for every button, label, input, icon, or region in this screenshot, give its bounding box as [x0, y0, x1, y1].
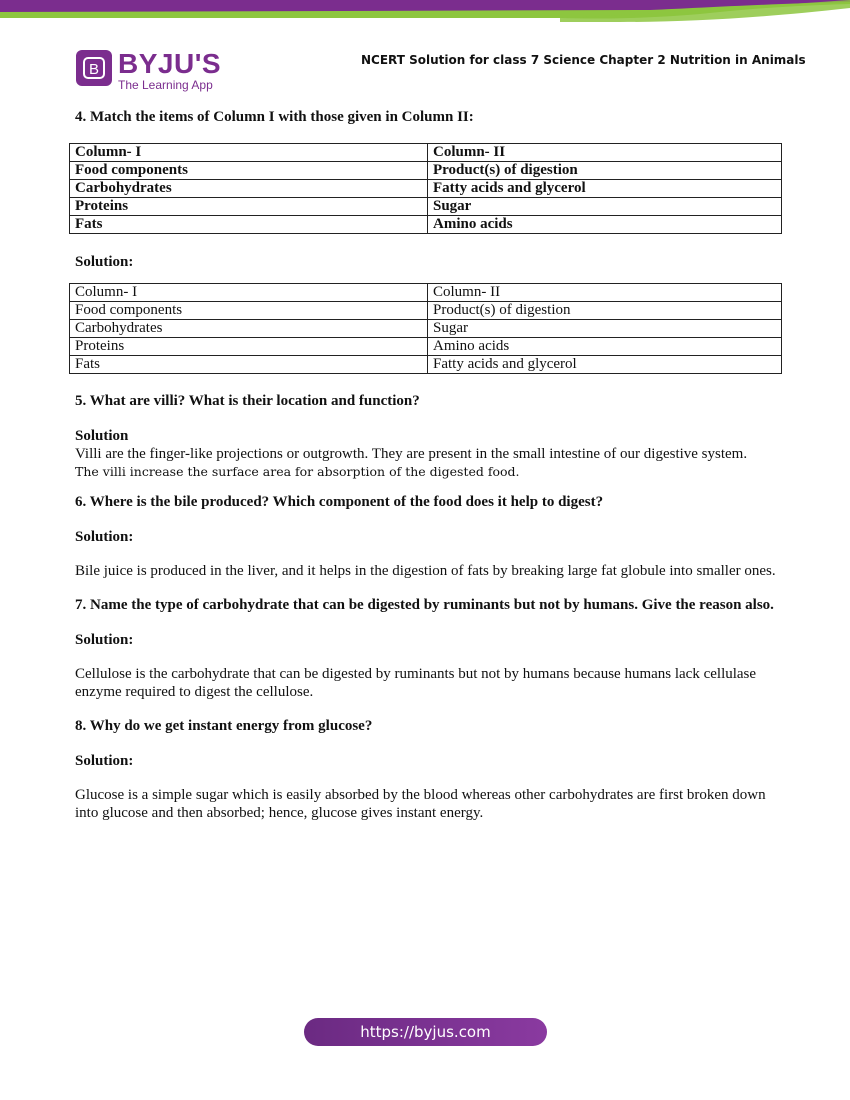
question-6-answer: Bile juice is produced in the liver, and it helps in the digestion of fats by breaking large fat globule into smaller ones.	[75, 563, 776, 579]
table-row	[70, 338, 782, 356]
svg-text:B: B	[88, 61, 100, 78]
question-8: 8. Why do we get instant energy from glucose?	[75, 718, 373, 734]
table-row	[70, 180, 782, 198]
table-row	[70, 356, 782, 374]
table-row	[70, 144, 782, 162]
question-4-solution-table	[69, 283, 782, 374]
question-8-solution-label: Solution:	[75, 753, 134, 769]
table-cell-column-2: Product(s) of digestion	[428, 302, 782, 320]
document-body	[75, 108, 785, 822]
question-5: 5. What are villi? What is their location and function?	[75, 393, 420, 409]
table-cell-column-1: Food components	[70, 162, 428, 180]
question-7: 7. Name the type of carbohydrate that can be digested by ruminants but not by humans. Give the reason also.	[75, 597, 774, 613]
table-row	[70, 302, 782, 320]
table-row	[70, 320, 782, 338]
table-cell-column-1: Fats	[70, 356, 428, 374]
table-cell-column-2: Fatty acids and glycerol	[428, 356, 782, 374]
question-8-answer: Glucose is a simple sugar which is easily absorbed by the blood whereas other carbohydrates are first broken down into glucose and then absorbed; hence, glucose gives instant energy.	[75, 787, 766, 821]
table-cell-column-2: Column- II	[428, 144, 782, 162]
question-4-solution-label: Solution:	[75, 254, 134, 270]
logo-mark-icon	[76, 50, 112, 86]
table-cell-column-1: Carbohydrates	[70, 180, 428, 198]
table-row	[70, 162, 782, 180]
brand-name: BYJU'S	[118, 48, 222, 79]
table-cell-column-2: Sugar	[428, 320, 782, 338]
question-7-answer: Cellulose is the carbohydrate that can be digested by ruminants but not by humans because humans lack cellulase enzyme required to digest the cellulose.	[75, 666, 757, 700]
top-band-graphic	[0, 0, 850, 30]
table-cell-column-2: Amino acids	[428, 338, 782, 356]
byjus-logo	[76, 50, 221, 92]
brand-tagline: The Learning App	[118, 78, 213, 92]
top-decorative-band	[0, 0, 850, 30]
question-7-solution-label: Solution:	[75, 632, 134, 648]
question-6-solution-label: Solution:	[75, 529, 134, 545]
table-row	[70, 284, 782, 302]
table-cell-column-2: Amino acids	[428, 216, 782, 234]
table-cell-column-1: Fats	[70, 216, 428, 234]
table-cell-column-2: Sugar	[428, 198, 782, 216]
table-cell-column-2: Product(s) of digestion	[428, 162, 782, 180]
table-cell-column-1: Column- I	[70, 144, 428, 162]
logo-b-icon	[81, 55, 107, 81]
question-5-answer-line-2: The villi increase the surface area for absorption of the digested food.	[75, 464, 520, 479]
table-cell-column-1: Proteins	[70, 198, 428, 216]
footer-url-badge[interactable]	[304, 1018, 547, 1046]
question-5-solution-label: Solution	[75, 428, 129, 444]
question-5-answer-line-1: Villi are the finger-like projections or outgrowth. They are present in the small intestine of our digestive system.	[75, 446, 748, 462]
question-4: 4. Match the items of Column I with those given in Column II:	[75, 109, 474, 125]
footer-url[interactable]: https://byjus.com	[360, 1023, 491, 1041]
table-cell-column-2: Column- II	[428, 284, 782, 302]
table-cell-column-1: Food components	[70, 302, 428, 320]
question-6: 6. Where is the bile produced? Which component of the food does it help to digest?	[75, 494, 604, 510]
table-cell-column-1: Proteins	[70, 338, 428, 356]
document-title: NCERT Solution for class 7 Science Chapter 2 Nutrition in Animals	[361, 53, 806, 67]
table-row	[70, 198, 782, 216]
table-cell-column-1: Column- I	[70, 284, 428, 302]
table-cell-column-2: Fatty acids and glycerol	[428, 180, 782, 198]
question-4-table	[69, 143, 782, 234]
table-cell-column-1: Carbohydrates	[70, 320, 428, 338]
table-row	[70, 216, 782, 234]
